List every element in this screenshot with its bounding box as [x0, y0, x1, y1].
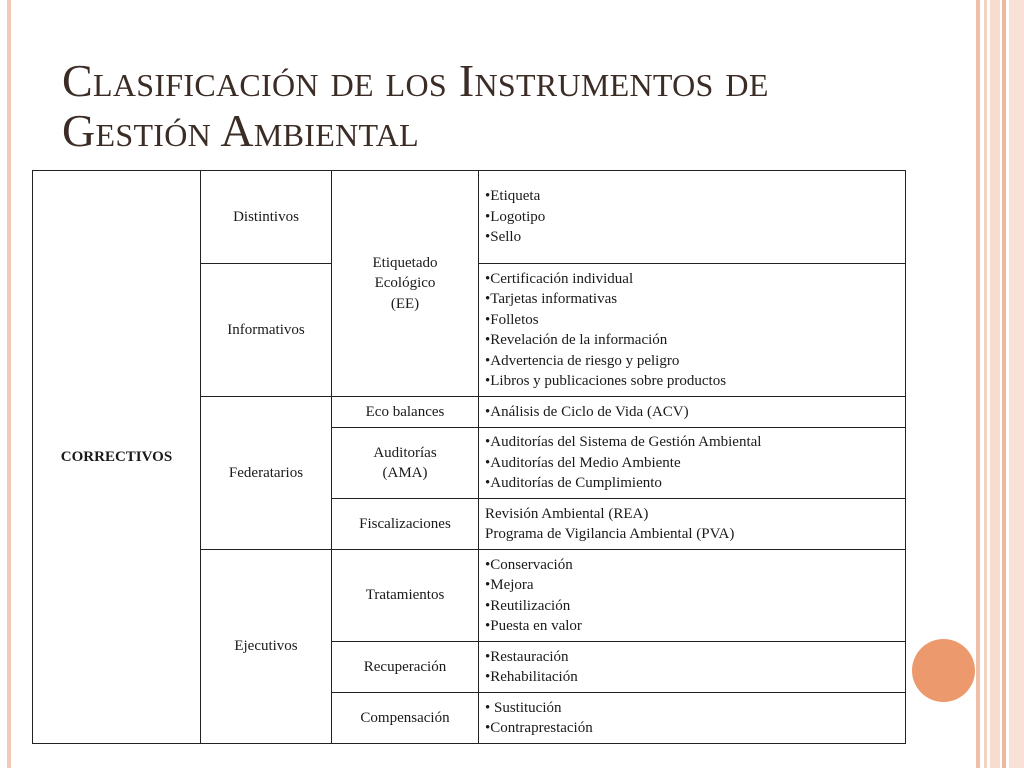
sub-compensacion: Compensación [332, 693, 479, 744]
items-recuperacion [479, 642, 906, 693]
list-item: • Sustitución [485, 699, 562, 716]
list-item: •Mejora [485, 577, 534, 593]
list-item: •Reutilización [485, 597, 571, 614]
title-line-2: Gestión Ambiental [62, 105, 420, 156]
group-ejecutivos: Ejecutivos [201, 550, 332, 744]
list-item: •Conservación [485, 556, 573, 573]
list-item: •Etiqueta [485, 188, 541, 205]
sub-etiquetado: Etiquetado Ecológico (EE) [332, 171, 479, 397]
sub-recuperacion: Recuperación [332, 642, 479, 693]
sub-eco-balances: Eco balances [332, 397, 479, 428]
list-item: •Restauración [485, 648, 569, 665]
list-item: •Contraprestación [485, 720, 593, 736]
title-line-1: Clasificación de los Instrumentos de [62, 55, 769, 106]
slide-title [62, 56, 962, 156]
group-distintivos: Distintivos [201, 171, 332, 264]
classification-table [32, 170, 906, 744]
items-auditorias [479, 428, 906, 499]
items-informativos [479, 264, 906, 397]
list-item: •Libros y publicaciones sobre productos [485, 373, 727, 389]
list-item: •Sello [485, 229, 522, 246]
list-item: •Auditorías del Sistema de Gestión Ambiental [485, 434, 762, 451]
list-item: •Folletos [485, 311, 539, 328]
list-item: •Tarjetas informativas [485, 291, 618, 307]
list-item: •Auditorías de Cumplimiento [485, 475, 662, 492]
left-decorative-rule [7, 0, 11, 768]
sub-fiscalizaciones: Fiscalizaciones [332, 499, 479, 550]
items-distintivos [479, 171, 906, 264]
list-item: •Advertencia de riesgo y peligro [485, 352, 680, 369]
list-item: •Rehabilitación [485, 669, 578, 685]
sub-auditorias: Auditorías (AMA) [332, 428, 479, 499]
list-item: •Logotipo [485, 208, 546, 225]
items-tratamientos [479, 550, 906, 642]
list-item: Programa de Vigilancia Ambiental (PVA) [485, 526, 735, 542]
list-item: •Revelación de la información [485, 332, 668, 348]
items-compensacion [479, 693, 906, 744]
list-item: •Análisis de Ciclo de Vida (ACV) [485, 403, 689, 420]
group-informativos: Informativos [201, 264, 332, 397]
items-fiscalizaciones [479, 499, 906, 550]
list-item: •Puesta en valor [485, 618, 582, 634]
list-item: •Auditorías del Medio Ambiente [485, 454, 681, 471]
sub-tratamientos: Tratamientos [332, 550, 479, 642]
items-eco-balances [479, 397, 906, 428]
group-federatarios: Federatarios [201, 397, 332, 550]
list-item: •Certificación individual [485, 270, 634, 287]
decorative-circle [912, 639, 975, 702]
category-cell: CORRECTIVOS [33, 171, 201, 744]
list-item: Revisión Ambiental (REA) [485, 505, 649, 522]
right-decorative-stripes [976, 0, 1024, 768]
